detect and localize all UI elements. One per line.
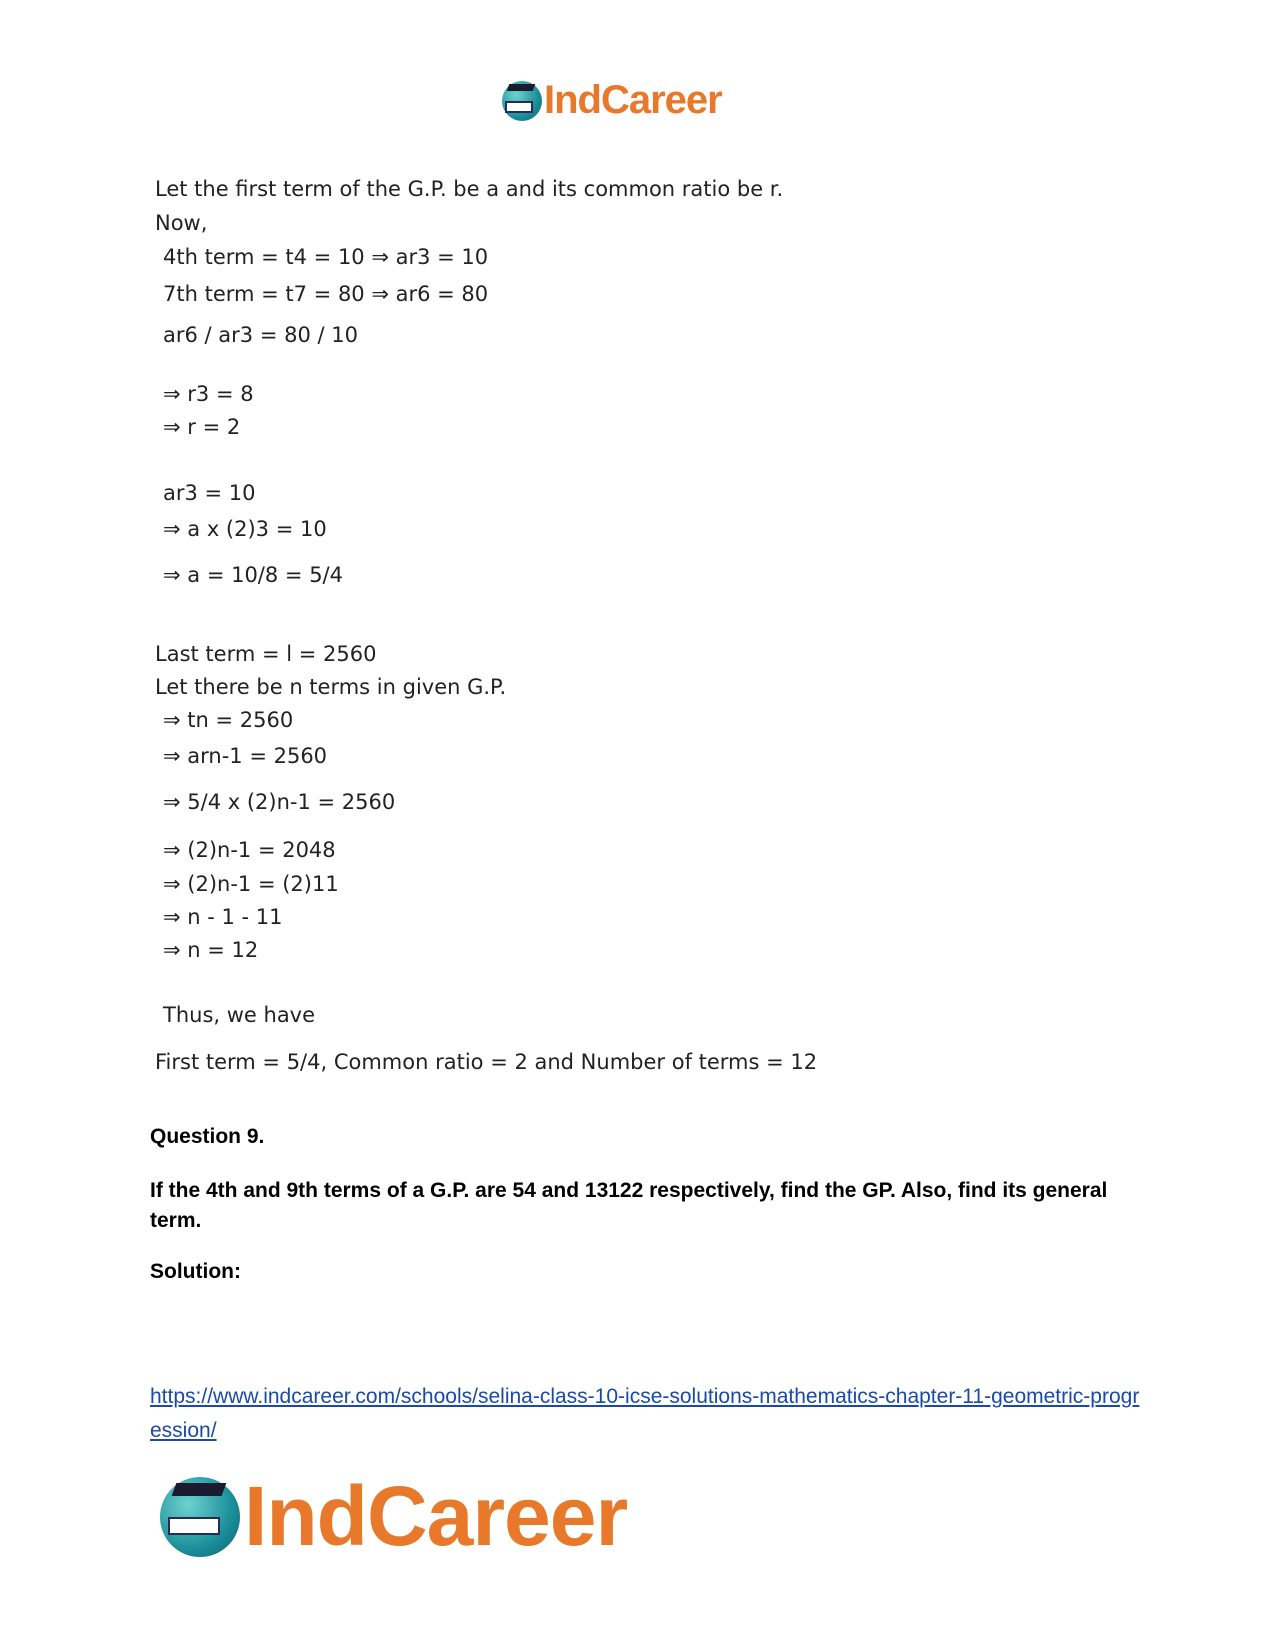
solution-line: ⇒ a = 10/8 = 5/4	[163, 563, 343, 587]
solution-line: ⇒ tn = 2560	[163, 708, 294, 732]
question-text: If the 4th and 9th terms of a G.P. are 54 and 13122 respectively, find the GP. Also, find its general term.	[150, 1179, 1108, 1232]
solution-line: ⇒ 5/4 x (2)n-1 = 2560	[163, 790, 396, 814]
solution-line: ar3 = 10	[163, 481, 256, 505]
brand-name: IndCareer	[544, 78, 722, 122]
solution-line: Let the first term of the G.P. be a and its common ratio be r.	[155, 177, 784, 201]
solution-line: Let there be n terms in given G.P.	[155, 675, 507, 699]
solution-line: ⇒ n - 1 - 11	[163, 905, 283, 929]
solution-line: ⇒ (2)n-1 = 2048	[163, 838, 336, 862]
solution-line: ⇒ a x (2)3 = 10	[163, 517, 327, 541]
brand-name: IndCareer	[244, 1469, 628, 1563]
solution-line: ⇒ (2)n-1 = (2)11	[163, 872, 339, 896]
footer-logo	[160, 1468, 627, 1565]
solution-line: ⇒ r = 2	[163, 415, 241, 439]
solution-line: ⇒ n = 12	[163, 938, 259, 962]
solution-line: ⇒ arn-1 = 2560	[163, 744, 328, 768]
solution-line: Thus, we have	[163, 1003, 316, 1027]
solution-line: First term = 5/4, Common ratio = 2 and Number of terms = 12	[155, 1050, 818, 1074]
solution-line: 7th term = t7 = 80 ⇒ ar6 = 80	[163, 282, 489, 306]
solution-line: ar6 / ar3 = 80 / 10	[163, 323, 358, 347]
question-heading: Question 9.	[150, 1125, 265, 1148]
globe-book-icon	[160, 1477, 240, 1557]
solution-line: Last term = l = 2560	[155, 642, 377, 666]
solution-line: ⇒ r3 = 8	[163, 382, 254, 406]
header-logo	[502, 78, 722, 123]
globe-book-icon	[502, 81, 542, 121]
solution-label: Solution:	[150, 1260, 241, 1283]
solution-link[interactable]: https://www.indcareer.com/schools/selina-class-10-icse-solutions-mathematics-chapter-11-geometric-progression/	[150, 1385, 1140, 1442]
solution-line: 4th term = t4 = 10 ⇒ ar3 = 10	[163, 245, 489, 269]
solution-line: Now,	[155, 211, 208, 235]
